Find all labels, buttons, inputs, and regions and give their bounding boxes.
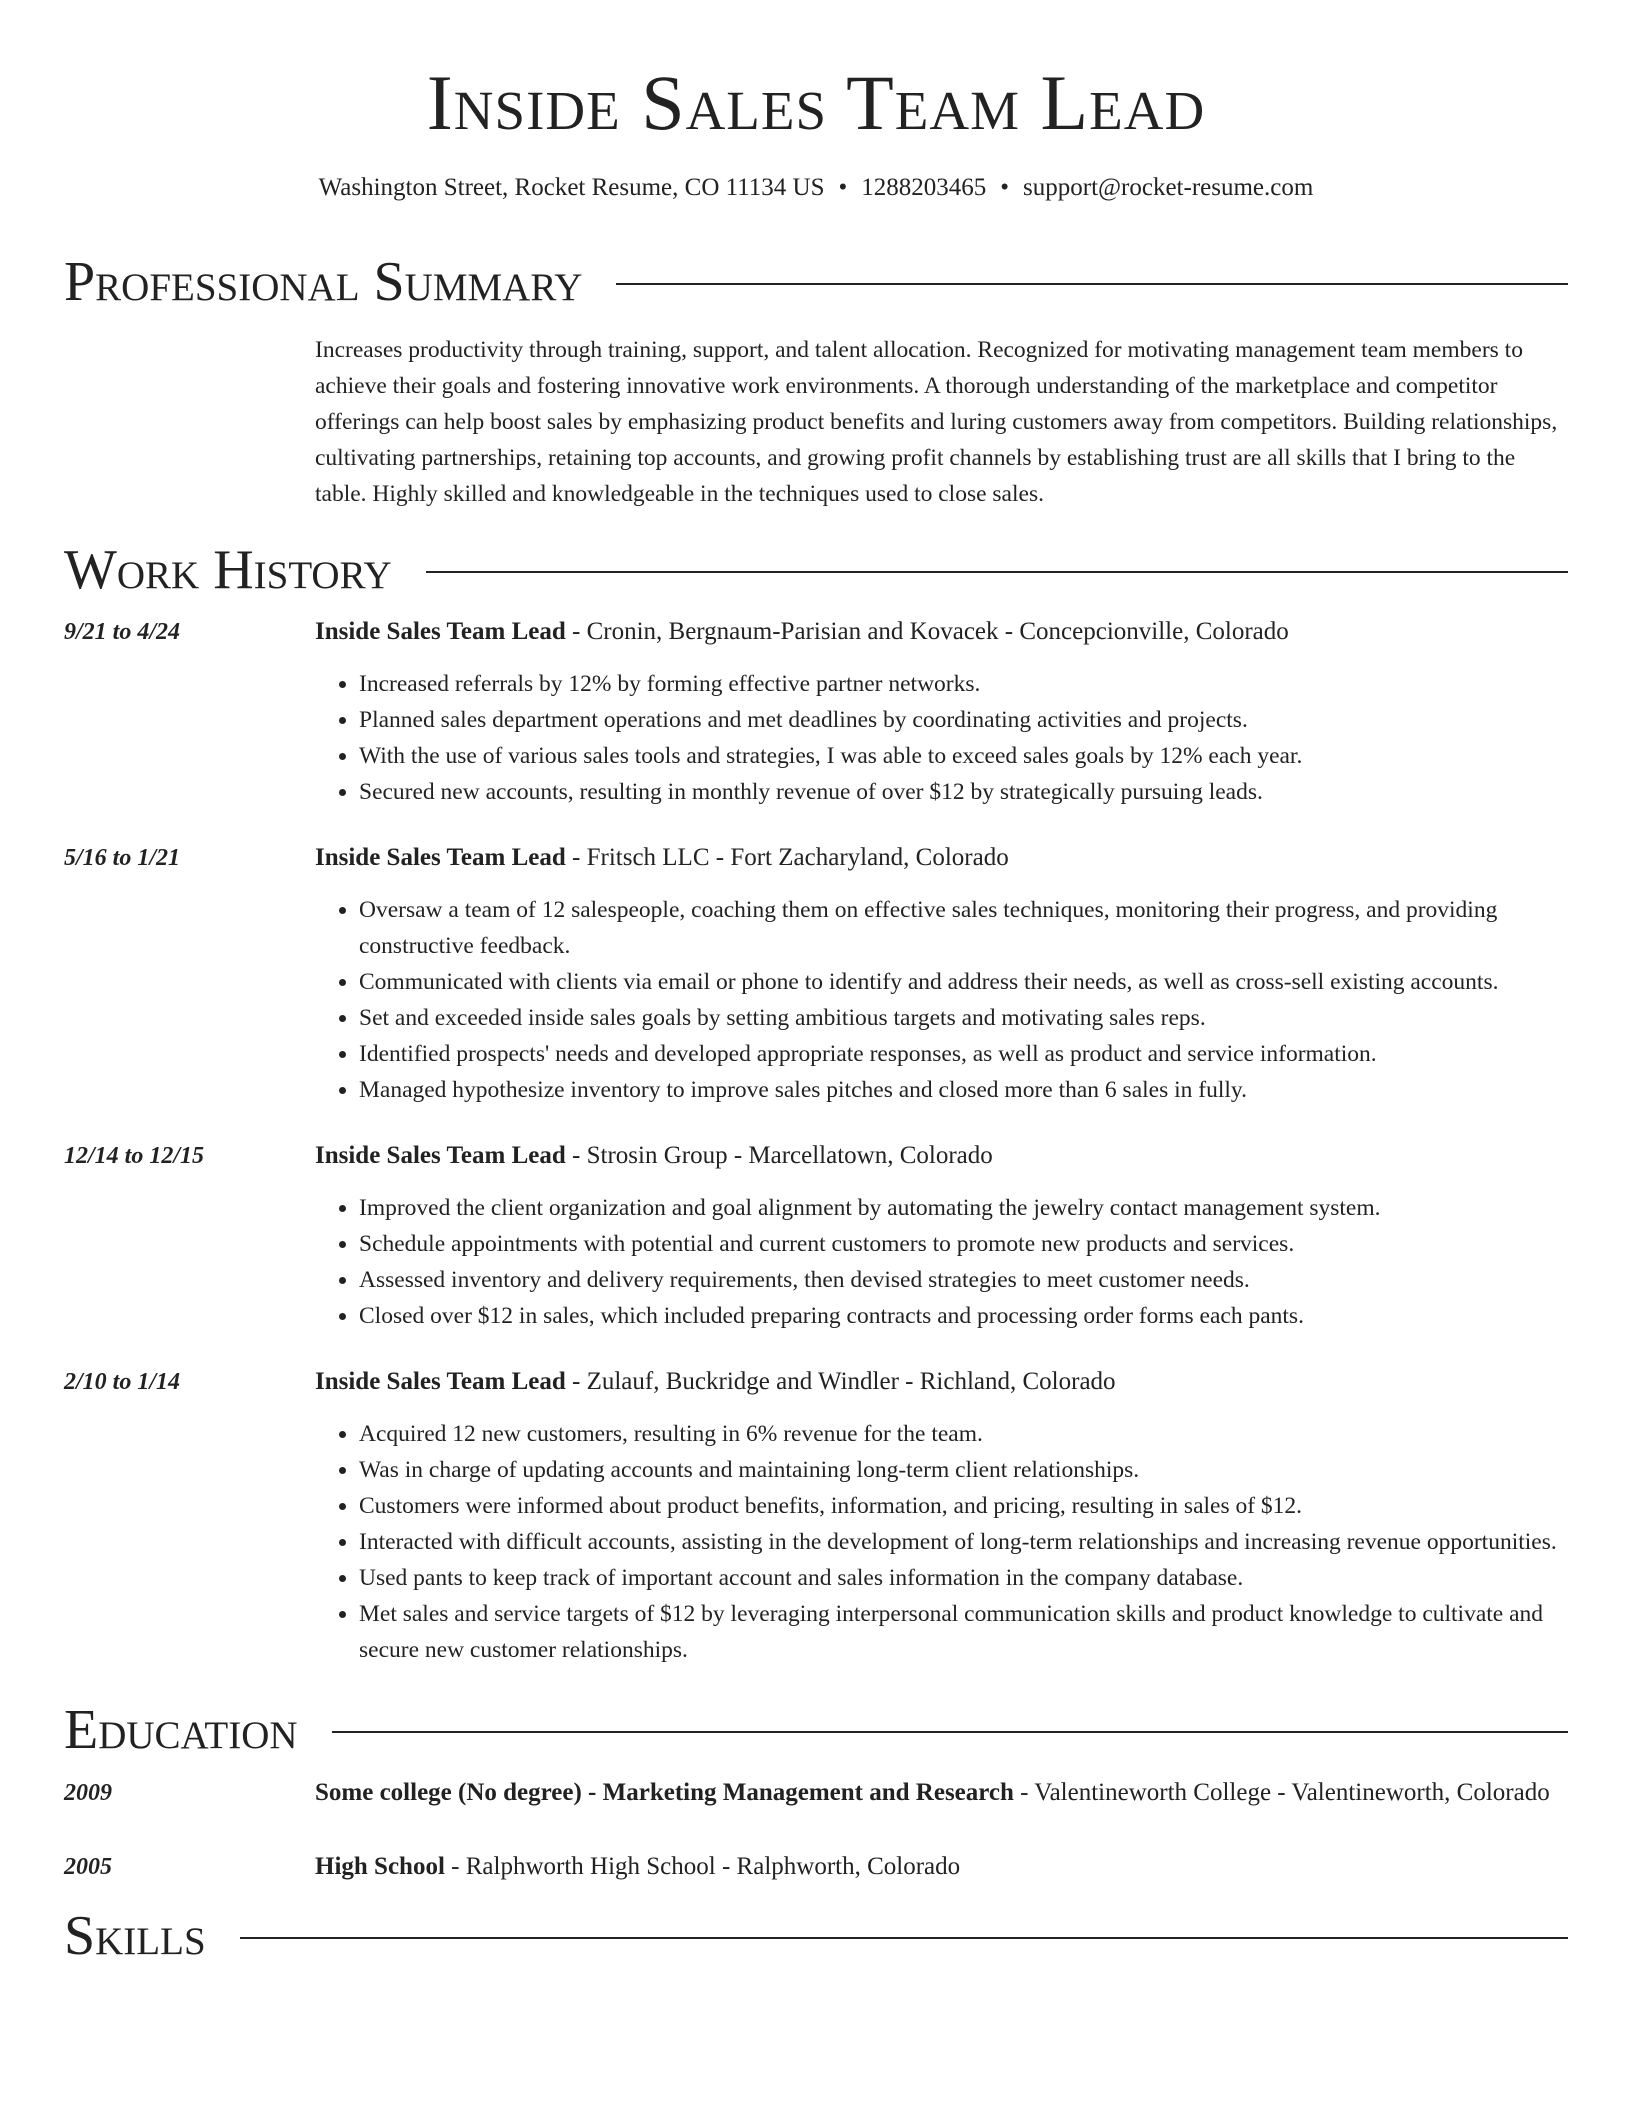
- section-title: Work History: [64, 539, 392, 601]
- job-bullet: • Increased referrals by 12% by forming effective partner networks.: [359, 666, 1568, 702]
- section-header-education: [64, 1699, 1568, 1761]
- job-role: Inside Sales Team Lead: [315, 844, 566, 871]
- job-entry: [64, 614, 1568, 810]
- job-bullet: • Improved the client organization and goal alignment by automating the jewelry contact management system.: [359, 1190, 1568, 1226]
- job-employer: - Cronin, Bergnaum-Parisian and Kovacek - Concepcionville, Colorado: [565, 618, 1289, 645]
- job-role: Inside Sales Team Lead: [315, 1142, 566, 1169]
- education-school: - Ralphworth High School - Ralphworth, Colorado: [444, 1853, 961, 1880]
- job-dates: 9/21 to 4/24: [64, 619, 181, 645]
- job-employer: - Fritsch LLC - Fort Zacharyland, Colorado: [565, 844, 1009, 871]
- job-employer: - Zulauf, Buckridge and Windler - Richland, Colorado: [565, 1368, 1116, 1395]
- job-bullet: • Identified prospects' needs and developed appropriate responses, as well as product and service information.: [359, 1036, 1568, 1072]
- job-bullet: • Interacted with difficult accounts, assisting in the development of long-term relationships and increasing revenue opportunities.: [359, 1524, 1568, 1560]
- job-bullet: • Communicated with clients via email or phone to identify and address their needs, as well as cross-sell existing accounts.: [359, 964, 1568, 1000]
- job-bullets: [315, 1190, 1568, 1334]
- job-title-line: [315, 840, 1568, 876]
- job-entry: [64, 1138, 1568, 1334]
- job-bullet: • Used pants to keep track of important account and sales information in the company database.: [359, 1560, 1568, 1596]
- job-bullets: [315, 1416, 1568, 1668]
- job-bullet: • Met sales and service targets of $12 by leveraging interpersonal communication skills and product knowledge to cultivate and secure new customer relationships.: [359, 1596, 1568, 1668]
- education-year: 2005: [64, 1854, 112, 1880]
- job-title-line: [315, 1364, 1568, 1400]
- contact-separator: •: [1000, 174, 1010, 201]
- job-bullet: • Assessed inventory and delivery requirements, then devised strategies to meet customer needs.: [359, 1262, 1568, 1298]
- job-dates: 2/10 to 1/14: [64, 1369, 181, 1395]
- job-bullet: • Set and exceeded inside sales goals by setting ambitious targets and motivating sales reps.: [359, 1000, 1568, 1036]
- section-divider: [616, 283, 1568, 285]
- job-bullet: • Acquired 12 new customers, resulting in 6% revenue for the team.: [359, 1416, 1568, 1452]
- section-divider: [240, 1937, 1568, 1939]
- job-bullet: • Closed over $12 in sales, which included preparing contracts and processing order forms each pants.: [359, 1298, 1568, 1334]
- education-entry: [64, 1848, 1568, 1886]
- contact-phone: 1288203465: [861, 174, 987, 201]
- job-bullet: • Oversaw a team of 12 salespeople, coaching them on effective sales techniques, monitoring their progress, and providing constructive feedback.: [359, 892, 1568, 964]
- education-degree: Some college (No degree) - Marketing Management and Research: [315, 1779, 1014, 1806]
- section-title: Skills: [64, 1905, 206, 1967]
- job-bullet: • Customers were informed about product benefits, information, and pricing, resulting in sales of $12.: [359, 1488, 1568, 1524]
- job-dates: 12/14 to 12/15: [64, 1143, 205, 1169]
- contact-address: Washington Street, Rocket Resume, CO 11134 US: [318, 174, 825, 201]
- job-role: Inside Sales Team Lead: [315, 1368, 566, 1395]
- job-bullet: • Schedule appointments with potential and current customers to promote new products and services.: [359, 1226, 1568, 1262]
- job-entry: [64, 1364, 1568, 1668]
- resume-page: [64, 0, 1568, 1967]
- job-bullet: • Planned sales department operations and met deadlines by coordinating activities and projects.: [359, 702, 1568, 738]
- section-header-skills: [64, 1905, 1568, 1967]
- contact-separator: •: [838, 174, 848, 201]
- contact-line: [64, 174, 1568, 202]
- education-school: - Valentineworth College - Valentineworth, Colorado: [1013, 1779, 1550, 1806]
- section-header-work-history: [64, 539, 1568, 601]
- job-title-line: [315, 1138, 1568, 1174]
- job-bullet: • With the use of various sales tools and strategies, I was able to exceed sales goals by 12% each year.: [359, 738, 1568, 774]
- section-divider: [332, 1731, 1568, 1733]
- job-dates: 5/16 to 1/21: [64, 845, 181, 871]
- section-title: Education: [64, 1699, 298, 1761]
- job-bullets: [315, 892, 1568, 1108]
- job-bullet: • Managed hypothesize inventory to improve sales pitches and closed more than 6 sales in fully.: [359, 1072, 1568, 1108]
- job-title-line: [315, 614, 1568, 650]
- education-degree: High School: [315, 1853, 445, 1880]
- job-entry: [64, 840, 1568, 1108]
- section-header-summary: [64, 251, 1568, 313]
- job-bullets: [315, 666, 1568, 810]
- education-year: 2009: [64, 1780, 112, 1806]
- job-bullet: • Was in charge of updating accounts and maintaining long-term client relationships.: [359, 1452, 1568, 1488]
- contact-email: support@rocket-resume.com: [1023, 174, 1314, 201]
- summary-text: Increases productivity through training, support, and talent allocation. Recognized for motivating management team members to achieve their goals and fostering innovative work environments. A thorough understanding of the marketplace and competitor offerings can help boost sales by emphasizing product benefits and luring customers away from competitors. Building relationships, cultivating partnerships, retaining top accounts, and growing profit channels by establishing trust are all skills that I bring to the table. Highly skilled and knowledgeable in the techniques used to close sales.: [315, 337, 1558, 507]
- section-title: Professional Summary: [64, 251, 583, 313]
- section-divider: [426, 571, 1568, 573]
- education-entry: [64, 1774, 1568, 1812]
- job-bullet: • Secured new accounts, resulting in monthly revenue of over $12 by strategically pursuing leads.: [359, 774, 1568, 810]
- job-employer: - Strosin Group - Marcellatown, Colorado: [565, 1142, 993, 1169]
- candidate-name: Inside Sales Team Lead: [426, 59, 1206, 146]
- job-role: Inside Sales Team Lead: [315, 618, 566, 645]
